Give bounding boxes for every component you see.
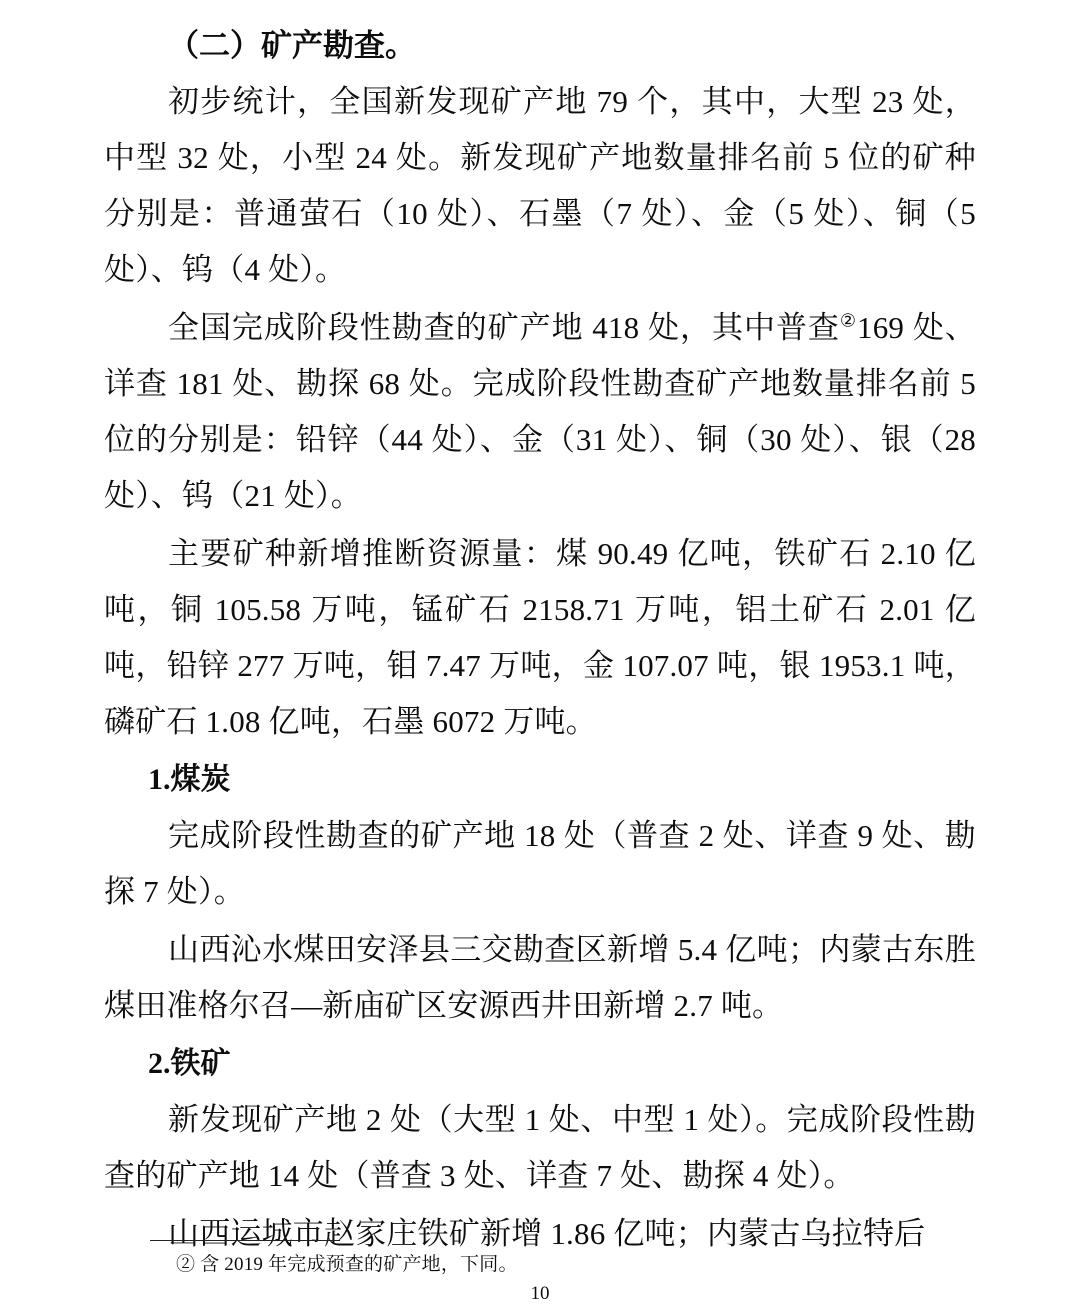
footnote-marker: ② (839, 310, 857, 331)
paragraph-stage-survey-part2: 169 处、详查 181 处、勘探 68 处。完成阶段性勘查矿产地数量排名前 5 位的分别是：铅锌（44 处）、金（31 处）、铜（30 处）、银（28 处）、钨（21 处）。 (104, 310, 976, 513)
footnote-divider (150, 1240, 340, 1241)
page-number: 10 (530, 1283, 550, 1304)
footnote-text: ② 含 2019 年完成预查的矿产地，下同。 (176, 1254, 518, 1275)
paragraph-iron-1: 新发现矿产地 2 处（大型 1 处、中型 1 处）。完成阶段性勘查的矿产地 14 处（普查 3 处、详查 7 处、勘探 4 处）。 (104, 1102, 976, 1193)
paragraph-stage-survey-part1: 全国完成阶段性勘查的矿产地 418 处，其中普查 (168, 310, 840, 345)
paragraph-coal-2: 山西沁水煤田安泽县三交勘查区新增 5.4 亿吨；内蒙古东胜煤田准格尔召—新庙矿区安源西井田新增 2.7 吨。 (104, 932, 976, 1023)
paragraph-mineral-discovery: 初步统计，全国新发现矿产地 79 个，其中，大型 23 处，中型 32 处，小型 24 处。新发现矿产地数量排名前 5 位的矿种分别是：普通萤石（10 处）、石墨（7 处）、金（5 处）、铜（5 处）、钨（4 处）。 (104, 84, 976, 287)
subsection-title-coal: 1.煤炭 (148, 763, 231, 796)
paragraph-new-resources: 主要矿种新增推断资源量：煤 90.49 亿吨，铁矿石 2.10 亿吨，铜 105.58 万吨，锰矿石 2158.71 万吨，铝土矿石 2.01 亿吨，铅锌 277 万吨，钼 7.47 万吨，金 107.07 吨，银 1953.1 吨，磷矿石 1.08 亿吨，石墨 6072 万吨。 (104, 536, 976, 739)
subsection-title-iron: 2.铁矿 (148, 1047, 231, 1080)
paragraph-iron-2: 山西运城市赵家庄铁矿新增 1.86 亿吨；内蒙古乌拉特后 (168, 1216, 926, 1251)
paragraph-coal-1: 完成阶段性勘查的矿产地 18 处（普查 2 处、详查 9 处、勘探 7 处）。 (104, 818, 976, 909)
paragraph-stage-survey (104, 300, 976, 524)
section-heading: （二）矿产勘查。 (168, 28, 416, 63)
